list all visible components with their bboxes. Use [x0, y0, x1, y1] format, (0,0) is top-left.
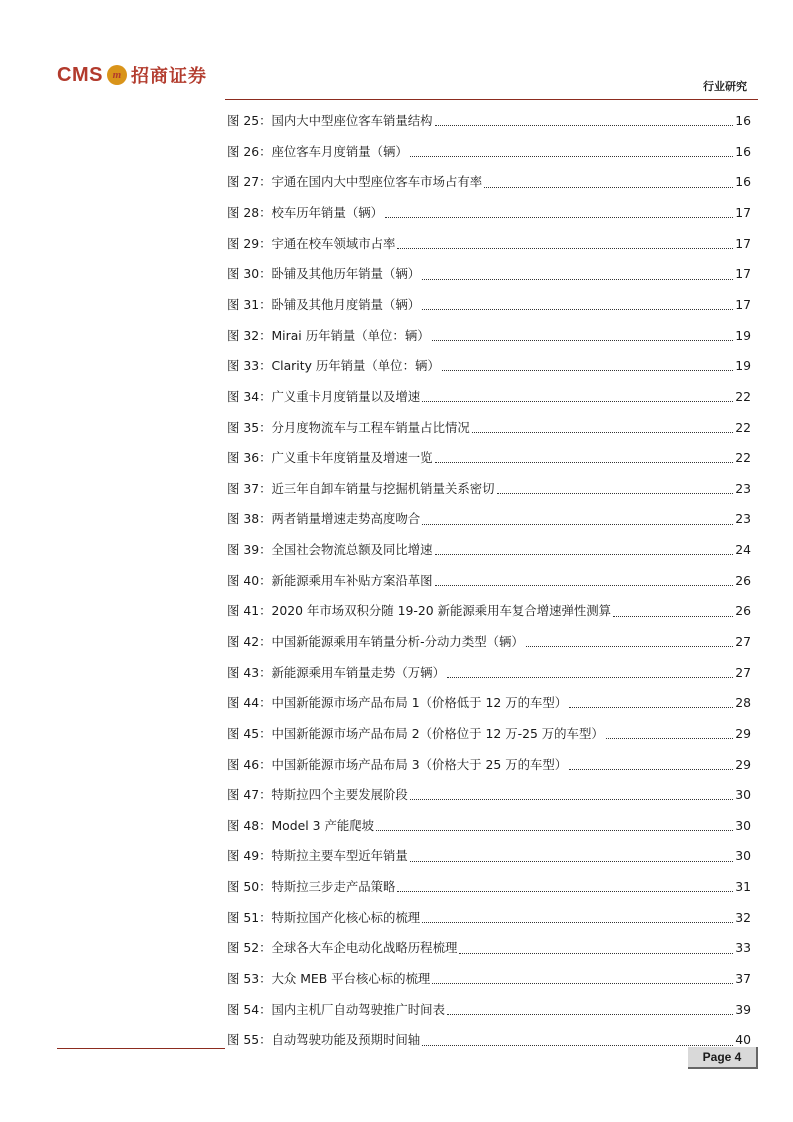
toc-dot-leader	[385, 216, 733, 218]
toc-entry[interactable]	[227, 596, 751, 627]
toc-entry-page: 22	[735, 450, 751, 466]
toc-entry[interactable]	[227, 964, 751, 995]
toc-entry-label: 图 52：全球各大车企电动化战略历程梳理	[227, 940, 458, 956]
toc-dot-leader	[472, 431, 733, 433]
toc-dot-leader	[397, 247, 733, 249]
toc-entry-label: 图 53：大众 MEB 平台核心标的梳理	[227, 971, 431, 987]
toc-entry-label: 图 50：特斯拉三步走产品策略	[227, 879, 396, 895]
toc-entry-page: 19	[735, 327, 751, 343]
toc-dot-leader	[422, 308, 733, 310]
toc-dot-leader	[497, 492, 734, 494]
toc-entry-label: 图 51：特斯拉国产化核心标的梳理	[227, 909, 421, 925]
toc-dot-leader	[569, 706, 733, 708]
toc-entry[interactable]	[227, 719, 751, 750]
toc-entry[interactable]	[227, 811, 751, 842]
toc-entry-label: 图 31：卧铺及其他月度销量（辆）	[227, 296, 421, 312]
toc-entry[interactable]	[227, 1025, 751, 1056]
toc-entry-label: 图 49：特斯拉主要车型近年销量	[227, 848, 408, 864]
toc-entry[interactable]	[227, 535, 751, 566]
toc-entry-page: 29	[735, 756, 751, 772]
figure-toc-list	[227, 106, 751, 1056]
toc-dot-leader	[526, 645, 733, 647]
toc-entry[interactable]	[227, 995, 751, 1026]
toc-entry-label: 图 47：特斯拉四个主要发展阶段	[227, 787, 408, 803]
toc-entry-label: 图 28：校车历年销量（辆）	[227, 205, 384, 221]
toc-entry[interactable]	[227, 688, 751, 719]
toc-entry[interactable]	[227, 566, 751, 597]
toc-entry-page: 26	[735, 603, 751, 619]
toc-entry-page: 30	[735, 848, 751, 864]
toc-entry-label: 图 42：中国新能源乘用车销量分析-分动力类型（辆）	[227, 634, 524, 649]
toc-dot-leader	[459, 952, 733, 954]
toc-entry[interactable]	[227, 106, 751, 137]
toc-dot-leader	[410, 155, 733, 157]
toc-entry-page: 32	[735, 909, 751, 925]
toc-entry-label: 图 44：中国新能源市场产品布局 1（价格低于 12 万的车型）	[227, 695, 568, 711]
toc-entry-label: 图 30：卧铺及其他历年销量（辆）	[227, 266, 421, 282]
toc-dot-leader	[422, 523, 733, 525]
toc-entry-label: 图 33：Clarity 历年销量（单位：辆）	[227, 358, 440, 374]
toc-dot-leader	[432, 339, 734, 341]
header-divider	[225, 99, 758, 100]
toc-dot-leader	[397, 890, 733, 892]
toc-entry-page: 39	[735, 1001, 751, 1017]
toc-entry[interactable]	[227, 412, 751, 443]
toc-entry-label: 图 48：Model 3 产能爬坡	[227, 817, 375, 833]
toc-dot-leader	[606, 737, 733, 739]
toc-entry-page: 17	[735, 205, 751, 221]
toc-entry[interactable]	[227, 504, 751, 535]
toc-entry-label: 图 43：新能源乘用车销量走势（万辆）	[227, 664, 445, 680]
toc-entry[interactable]	[227, 658, 751, 689]
toc-dot-leader	[435, 553, 734, 555]
toc-dot-leader	[435, 124, 734, 126]
toc-entry-page: 30	[735, 817, 751, 833]
toc-entry-label: 图 35：分月度物流车与工程车销量占比情况	[227, 419, 470, 435]
footer-divider	[57, 1048, 225, 1049]
toc-entry-page: 17	[735, 296, 751, 312]
toc-entry-label: 图 37：近三年自卸车销量与挖掘机销量关系密切	[227, 480, 495, 496]
toc-dot-leader	[422, 400, 733, 402]
toc-entry-page: 30	[735, 787, 751, 803]
toc-entry-page: 40	[735, 1032, 751, 1048]
toc-entry[interactable]	[227, 290, 751, 321]
logo-chinese-name: 招商证券	[130, 66, 207, 87]
toc-entry-label: 图 34：广义重卡月度销量以及增速	[227, 388, 421, 404]
toc-entry-page: 23	[735, 480, 751, 496]
toc-dot-leader	[376, 829, 733, 831]
toc-entry-label: 图 26：座位客车月度销量（辆）	[227, 143, 408, 159]
company-logo	[57, 60, 207, 90]
toc-entry[interactable]	[227, 198, 751, 229]
toc-entry[interactable]	[227, 903, 751, 934]
toc-entry-label: 图 46：中国新能源市场产品布局 3（价格大于 25 万的车型）	[227, 756, 568, 772]
toc-dot-leader	[484, 186, 733, 188]
toc-entry-label: 图 27：宇通在国内大中型座位客车市场占有率	[227, 174, 483, 190]
toc-entry[interactable]	[227, 259, 751, 290]
toc-dot-leader	[410, 860, 733, 862]
toc-entry[interactable]	[227, 780, 751, 811]
toc-entry-label: 图 38：两者销量增速走势高度吻合	[227, 511, 421, 527]
toc-dot-leader	[569, 768, 733, 770]
toc-entry-label: 图 40：新能源乘用车补贴方案沿革图	[227, 572, 433, 588]
toc-entry-page: 17	[735, 235, 751, 251]
toc-dot-leader	[442, 369, 733, 371]
toc-dot-leader	[435, 461, 734, 463]
toc-dot-leader	[613, 615, 733, 617]
toc-entry-label: 图 32：Mirai 历年销量（单位：辆）	[227, 327, 430, 343]
toc-entry[interactable]	[227, 627, 751, 658]
toc-entry-page: 16	[735, 113, 751, 129]
toc-entry-page: 22	[735, 388, 751, 404]
toc-entry-page: 33	[735, 940, 751, 956]
toc-entry[interactable]	[227, 137, 751, 168]
toc-entry-page: 16	[735, 174, 751, 190]
toc-entry-label: 图 54：国内主机厂自动驾驶推广时间表	[227, 1001, 445, 1017]
toc-dot-leader	[435, 584, 734, 586]
toc-dot-leader	[422, 278, 733, 280]
toc-entry-page: 29	[735, 725, 751, 741]
toc-entry-page: 26	[735, 572, 751, 588]
toc-entry-page: 37	[735, 971, 751, 987]
toc-dot-leader	[447, 1013, 733, 1015]
toc-entry[interactable]	[227, 474, 751, 505]
toc-entry[interactable]	[227, 841, 751, 872]
toc-entry-page: 31	[735, 879, 751, 895]
toc-entry-label: 图 36：广义重卡年度销量及增速一览	[227, 450, 433, 466]
toc-dot-leader	[432, 982, 733, 984]
toc-dot-leader	[410, 798, 733, 800]
toc-dot-leader	[422, 921, 733, 923]
toc-entry-page: 22	[735, 419, 751, 435]
logo-mark-icon	[107, 65, 127, 85]
toc-entry-label: 图 41：2020 年市场双积分随 19-20 新能源乘用车复合增速弹性测算	[227, 603, 612, 619]
toc-entry-page: 19	[735, 358, 751, 374]
toc-entry[interactable]	[227, 443, 751, 474]
toc-entry-label: 图 55：自动驾驶功能及预期时间轴	[227, 1032, 421, 1048]
toc-entry[interactable]	[227, 872, 751, 903]
toc-entry[interactable]	[227, 167, 751, 198]
toc-entry-label: 图 45：中国新能源市场产品布局 2（价格位于 12 万-25 万的车型）	[227, 725, 604, 741]
toc-entry[interactable]	[227, 749, 751, 780]
toc-entry-label: 图 25：国内大中型座位客车销量结构	[227, 113, 433, 129]
section-tag: 行业研究	[703, 80, 747, 93]
toc-entry[interactable]	[227, 229, 751, 260]
toc-entry[interactable]	[227, 933, 751, 964]
toc-entry-page: 23	[735, 511, 751, 527]
toc-entry-page: 27	[735, 664, 751, 680]
toc-dot-leader	[447, 676, 733, 678]
logo-cms-text: CMS	[57, 63, 103, 86]
toc-dot-leader	[422, 1044, 733, 1046]
toc-entry-page: 27	[735, 634, 751, 649]
toc-entry[interactable]	[227, 351, 751, 382]
toc-entry-page: 24	[735, 542, 751, 558]
toc-entry[interactable]	[227, 382, 751, 413]
toc-entry-page: 28	[735, 695, 751, 711]
logo-mark-letter: m	[112, 69, 122, 81]
page-number-badge: Page 4	[688, 1047, 758, 1069]
toc-entry[interactable]	[227, 320, 751, 351]
toc-entry-page: 16	[735, 143, 751, 159]
toc-entry-label: 图 29：宇通在校车领域市占率	[227, 235, 396, 251]
toc-entry-label: 图 39：全国社会物流总额及同比增速	[227, 542, 433, 558]
toc-entry-page: 17	[735, 266, 751, 282]
